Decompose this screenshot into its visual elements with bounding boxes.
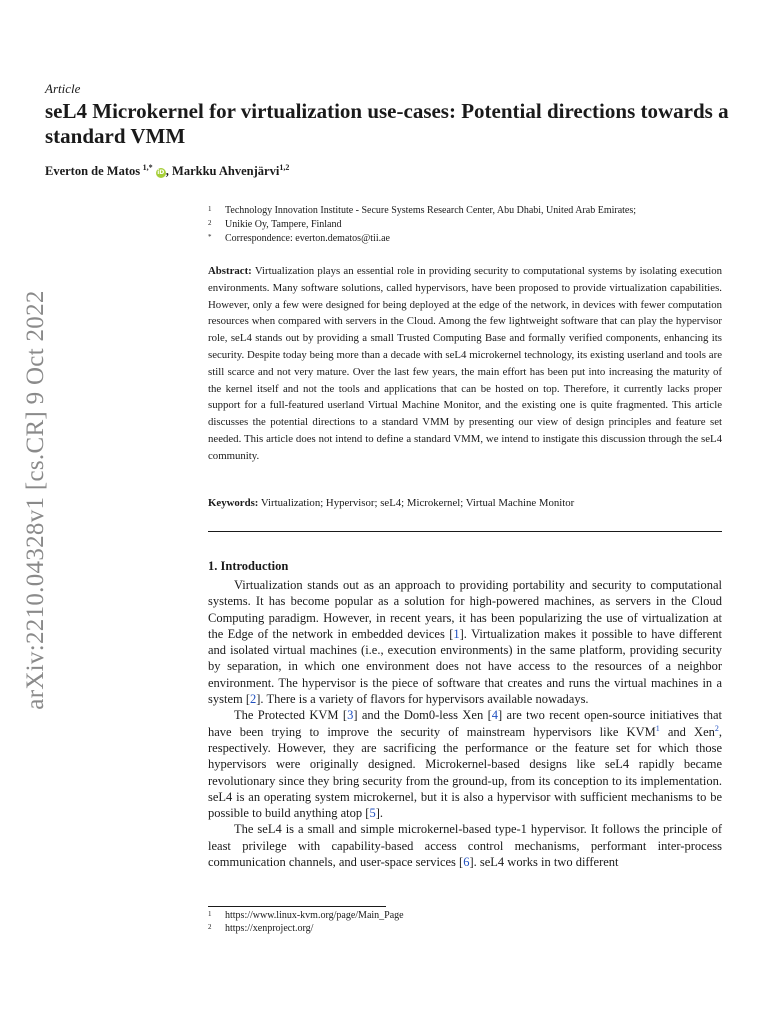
citation-link[interactable]: 2 [250, 692, 257, 707]
citation-link[interactable]: 5 [369, 806, 376, 821]
text-run: , respectively. However, they are sacrificing the performance or the feature set for which those hypervisors were originally designed. Microkernel-based designs like seL4 rapidly became revolutionary since they bring security from the ground-up, from its conception to its implementation. seL4 is an operating system microkernel, but it is also a hypervisor with sufficient mechanisms to be possible to build anything atop [ [208, 724, 723, 821]
text-run: and Xen [659, 724, 715, 739]
affiliation-mark: 1 [208, 205, 212, 213]
text-run: The seL4 is a small and simple microkernel-based type-1 hypervisor. It follows the principle of least privilege with capability-based access control mechanisms, performant inter-process communication channels, and user-space services [ [208, 822, 722, 870]
author-1-affiliation-marks: 1,* [142, 163, 153, 172]
orcid-icon[interactable]: iD [157, 169, 165, 177]
text-run: Virtualization stands out as an approach to providing portability and security to computational systems. It has become popular as a solution for high-powered machines, as servers in the Cloud Computing paradigm. However, in recent years, it has been popularizing the use of virtualization at the Edge of the network in embedded devices [ [208, 578, 722, 641]
affiliation-item [208, 204, 722, 218]
footnote-url[interactable]: https://www.linux-kvm.org/page/Main_Page [225, 910, 404, 921]
arxiv-id-text: arXiv:2210.04328v1 [cs.CR] 9 Oct 2022 [22, 290, 49, 710]
affiliation-text: Unikie Oy, Tampere, Finland [225, 219, 342, 230]
paragraph [208, 577, 722, 707]
citation-link[interactable]: 4 [491, 708, 498, 723]
introduction-body [208, 577, 722, 870]
footnote-url[interactable]: https://xenproject.org/ [225, 923, 314, 934]
text-run: ] are two recent open-source initiatives that have been trying to improve the security of mainstream hypervisors like KVM [208, 708, 722, 739]
author-separator: , [165, 164, 173, 179]
correspondence-text: Correspondence: everton.dematos@tii.ae [225, 233, 390, 244]
section-divider [208, 531, 722, 532]
abstract-label: Abstract: [208, 265, 252, 277]
author-1-name: Everton de Matos [45, 164, 141, 179]
text-run: ]. There is a variety of flavors for hypervisors available nowadays. [256, 692, 589, 707]
footnote-item [208, 909, 722, 922]
author-2-affiliation-marks: 1,2 [279, 163, 290, 172]
affiliation-item [208, 232, 722, 246]
text-run: ] and the Dom0-less Xen [ [353, 708, 492, 723]
keywords-label: Keywords: [208, 497, 259, 509]
abstract [208, 263, 722, 465]
citation-link[interactable]: 6 [463, 855, 470, 870]
affiliation-mark: * [208, 233, 212, 241]
footnote-mark: 1 [208, 910, 212, 918]
text-run: The Protected KVM [ [234, 708, 348, 723]
affiliation-item [208, 218, 722, 232]
paragraph [208, 821, 722, 870]
text-run: ]. seL4 works in two different [469, 855, 619, 870]
author-2-name: Markku Ahvenjärvi [172, 164, 280, 179]
footnote-mark: 2 [208, 923, 212, 931]
citation-link[interactable]: 1 [453, 626, 460, 641]
author-list [45, 163, 289, 179]
keywords [208, 495, 722, 511]
keywords-text: Virtualization; Hypervisor; seL4; Microkernel; Virtual Machine Monitor [260, 497, 575, 509]
footnote-ref[interactable]: 2 [714, 723, 719, 733]
section-heading: 1. Introduction [208, 559, 289, 573]
text-run: ]. Virtualization makes it possible to have different and isolated virtual machines (i.e., execution environments) in the same platform, providing security by separation, in which one environment does not have access to the resources of a neighbor environment. The hypervisor is the piece of software that creates and runs the virtual machines in a system [ [208, 626, 722, 707]
affiliations-block [208, 204, 722, 246]
paper-title: seL4 Microkernel for virtualization use-cases: Potential directions towards a standard VMM [45, 99, 729, 148]
footnote-ref[interactable]: 1 [655, 723, 660, 733]
footnotes [208, 909, 722, 935]
affiliation-text: Technology Innovation Institute - Secure Systems Research Center, Abu Dhabi, United Arab Emirates; [225, 205, 637, 216]
citation-link[interactable]: 3 [347, 708, 354, 723]
footnote-item [208, 922, 722, 935]
abstract-text: Virtualization plays an essential role in providing security to computational systems by isolating execution environments. Many software solutions, called hypervisors, have been proposed to provide virtualization capabilities. However, only a few were designed for being deployed at the edge of the network, in devices with fewer computation resources when compared with servers in the Cloud. Among the few lightweight software that can play the hypervisor role, seL4 stands out by providing a small Trusted Computing Base and formally verified components, enhancing its security. Despite today being more than a decade with seL4 microkernel technology, its existing userland and tools are still scarce and not very mature. Over the last few years, the main effort has been put into increasing the maturity of the kernel itself and not the tools and applications that can be hosted on top. Therefore, it currently lacks proper support for a full-featured userland Virtual Machine Monitor, and the existing one is quite fragmented. This article discusses the potential directions to a standard VMM by presenting our view of design principles and feature set needed. This article does not intend to define a standard VMM, we intend to instigate this discussion through the seL4 community. [208, 265, 722, 462]
article-type-label: Article [45, 81, 81, 96]
affiliation-mark: 2 [208, 219, 212, 227]
text-run: ]. [375, 806, 383, 821]
footnote-divider [208, 906, 386, 907]
arxiv-identifier-stamp [14, 280, 58, 720]
paragraph [208, 707, 722, 821]
